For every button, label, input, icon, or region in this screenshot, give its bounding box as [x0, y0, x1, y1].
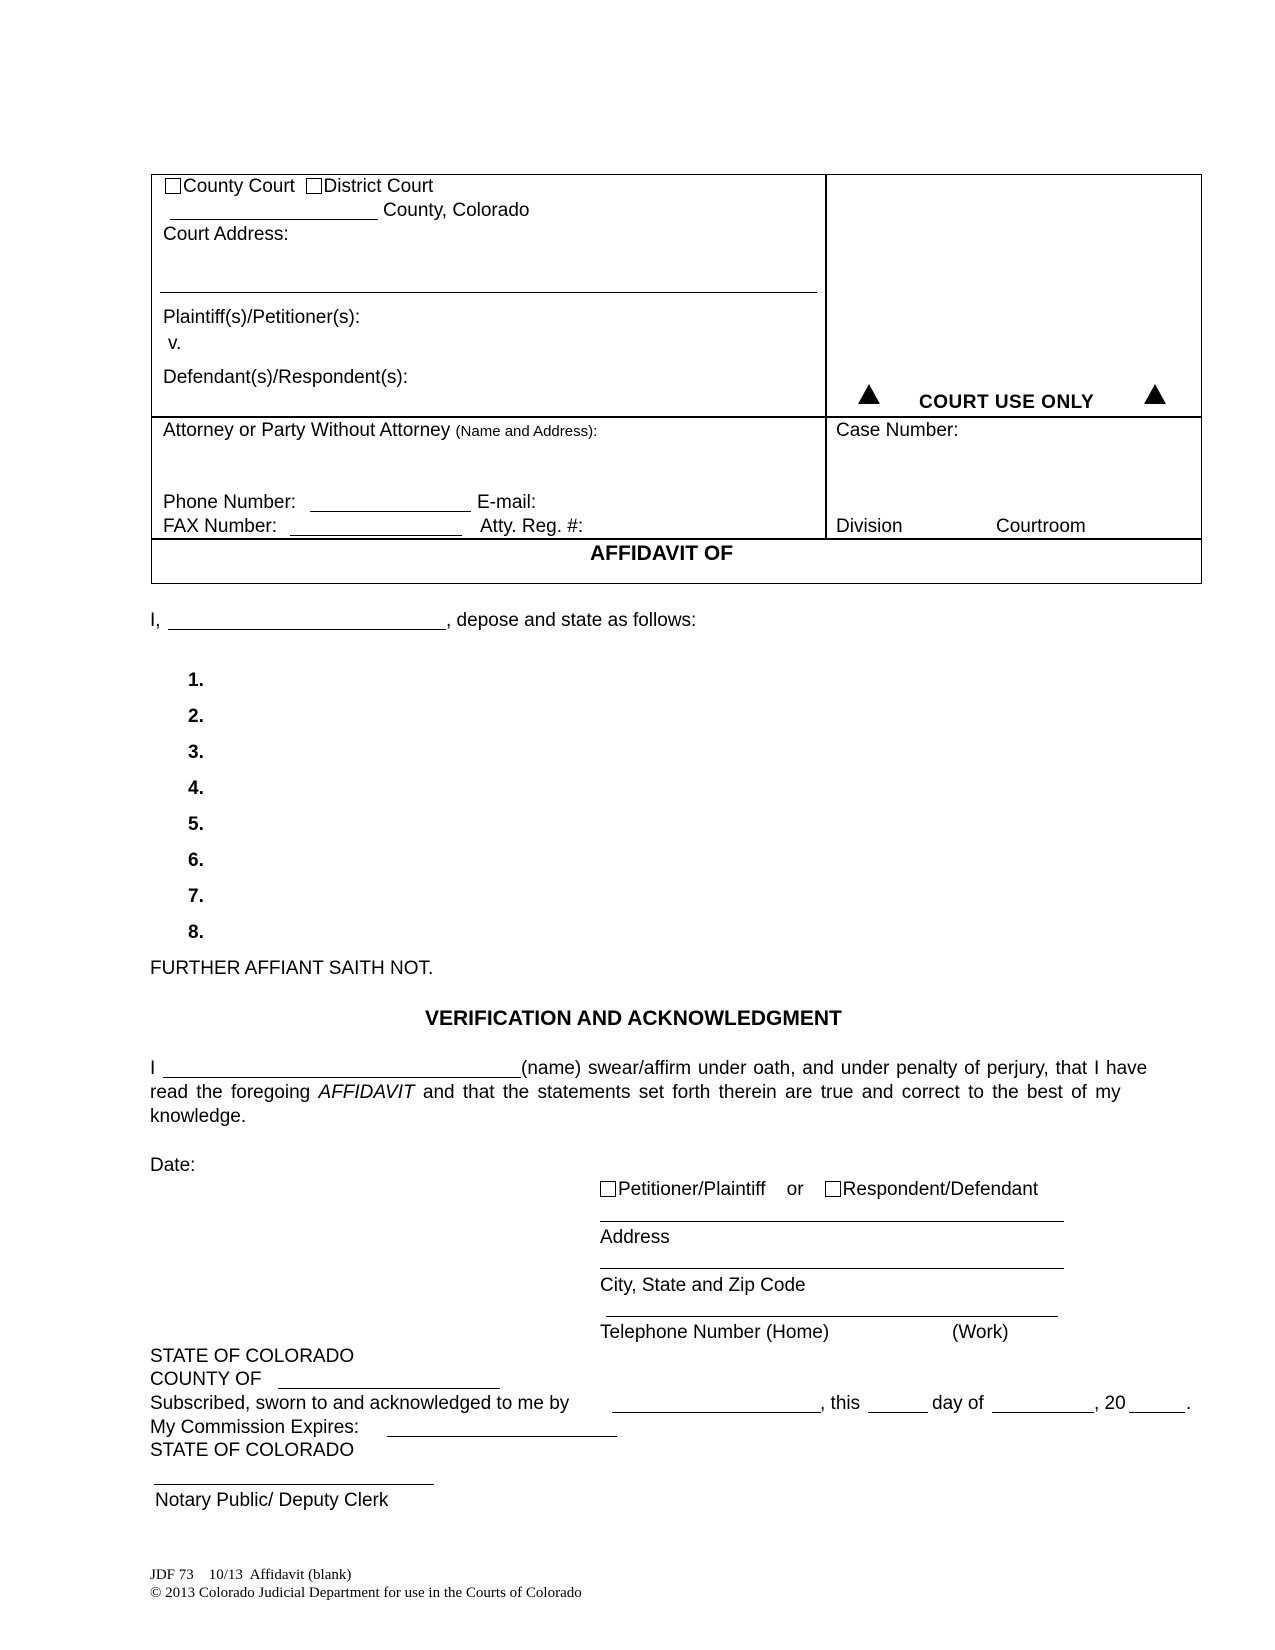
list-item: 8. — [188, 922, 204, 943]
city-line[interactable] — [600, 1268, 1064, 1269]
case-number-label: Case Number: — [836, 420, 959, 441]
this-label: , this — [820, 1393, 861, 1414]
caption-divider-h2 — [151, 538, 1202, 540]
triangle-up-icon — [1144, 384, 1166, 404]
city-label: City, State and Zip Code — [600, 1275, 806, 1296]
caption-divider-vertical — [825, 174, 827, 538]
respondent-checkbox[interactable] — [825, 1181, 841, 1197]
telephone-line[interactable] — [606, 1316, 1058, 1317]
verification-i-label: I — [150, 1058, 156, 1079]
county-colorado-label: County, Colorado — [383, 200, 530, 221]
phone-line[interactable] — [310, 511, 471, 512]
petitioner-checkbox[interactable] — [600, 1181, 616, 1197]
verification-line3: knowledge. — [150, 1106, 247, 1127]
verification-line2-a: read the foregoing — [150, 1082, 311, 1103]
list-item: 3. — [188, 742, 204, 763]
county-name-line[interactable] — [170, 219, 378, 220]
caption-divider-h1 — [151, 416, 1202, 418]
verification-line2-b: and that the statements set forth therein are true and correct to the best of my — [422, 1082, 1121, 1103]
fax-line[interactable] — [290, 535, 462, 536]
commission-line[interactable] — [387, 1436, 617, 1437]
versus-label: v. — [168, 333, 182, 354]
depose-text: , depose and state as follows: — [446, 610, 697, 631]
list-item: 1. — [188, 670, 204, 691]
court-address-line[interactable] — [160, 292, 817, 293]
further-affiant-text: FURTHER AFFIANT SAITH NOT. — [150, 958, 434, 979]
verification-line1-rest: (name) swear/affirm under oath, and under penalty of perjury, that I have — [521, 1058, 1148, 1079]
list-item: 6. — [188, 850, 204, 871]
county-of-line[interactable] — [278, 1388, 500, 1389]
district-court-checkbox[interactable] — [306, 178, 322, 194]
defendant-label: Defendant(s)/Respondent(s): — [163, 367, 409, 388]
or-label: or — [786, 1179, 804, 1200]
verification-affidavit-italic: AFFIDAVIT — [318, 1082, 415, 1103]
triangle-up-icon — [858, 384, 880, 404]
attorney-sub-label: (Name and Address): — [455, 423, 598, 440]
atty-reg-label: Atty. Reg. #: — [480, 516, 584, 537]
respondent-label: Respondent/Defendant — [842, 1179, 1039, 1200]
county-court-checkbox[interactable] — [165, 178, 181, 194]
affidavit-title: AFFIDAVIT OF — [590, 542, 734, 565]
telephone-home-label: Telephone Number (Home) — [600, 1322, 830, 1343]
attorney-label-text: Attorney or Party Without Attorney — [163, 420, 451, 441]
period-label: . — [1186, 1393, 1192, 1414]
verification-line2 — [150, 1083, 1121, 1102]
county-court-label: County Court — [183, 176, 295, 197]
list-item: 5. — [188, 814, 204, 835]
attorney-label — [163, 421, 597, 440]
footer-form-id: JDF 73 10/13 Affidavit (blank) — [150, 1567, 352, 1583]
address-label: Address — [600, 1227, 670, 1248]
email-label: E-mail: — [477, 492, 537, 513]
commission-label: My Commission Expires: — [150, 1417, 360, 1438]
list-item: 2. — [188, 706, 204, 727]
notary-signature-line[interactable] — [154, 1484, 434, 1485]
plaintiff-label: Plaintiff(s)/Petitioner(s): — [163, 307, 361, 328]
fax-label: FAX Number: — [163, 516, 278, 537]
subscribed-label: Subscribed, sworn to and acknowledged to me by — [150, 1393, 570, 1414]
telephone-work-label: (Work) — [952, 1322, 1009, 1343]
state-of-colorado-1: STATE OF COLORADO — [150, 1346, 355, 1367]
i-prefix: I, — [150, 610, 161, 631]
division-label: Division — [836, 516, 903, 537]
date-label: Date: — [150, 1155, 196, 1176]
state-of-colorado-2: STATE OF COLORADO — [150, 1440, 355, 1461]
day-line[interactable] — [868, 1412, 928, 1413]
county-of-label: COUNTY OF — [150, 1369, 262, 1390]
year-prefix-label: , 20 — [1094, 1393, 1126, 1414]
subscribed-by-line[interactable] — [612, 1412, 821, 1413]
verification-name-line[interactable] — [163, 1077, 521, 1078]
notary-public-label: Notary Public/ Deputy Clerk — [155, 1490, 389, 1511]
phone-label: Phone Number: — [163, 492, 297, 513]
month-line[interactable] — [992, 1412, 1094, 1413]
petitioner-label: Petitioner/Plaintiff — [618, 1179, 766, 1200]
court-use-only-label: COURT USE ONLY — [919, 392, 1095, 413]
footer-copyright: © 2013 Colorado Judicial Department for use in the Courts of Colorado — [150, 1585, 582, 1601]
verification-heading: VERIFICATION AND ACKNOWLEDGMENT — [425, 1007, 842, 1030]
courtroom-label: Courtroom — [996, 516, 1086, 537]
party-checkbox-row — [600, 1180, 1038, 1199]
list-item: 7. — [188, 886, 204, 907]
list-item: 4. — [188, 778, 204, 799]
court-address-label: Court Address: — [163, 224, 289, 245]
year-line[interactable] — [1129, 1412, 1185, 1413]
affiant-name-line[interactable] — [168, 629, 446, 630]
district-court-label: District Court — [323, 176, 434, 197]
address-line[interactable] — [600, 1221, 1064, 1222]
day-of-label: day of — [932, 1393, 984, 1414]
